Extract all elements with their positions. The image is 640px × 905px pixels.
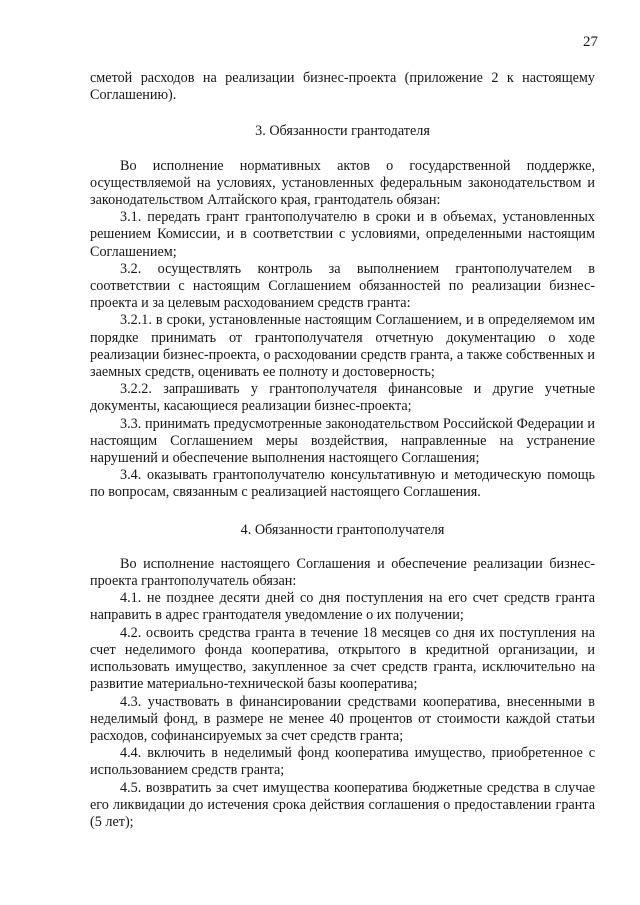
clause-3-4: 3.4. оказывать грантополучателю консультативную и методическую помощь по вопросам, связанным с реализацией настоящего Соглашения. [90, 467, 595, 501]
clause-3-2: 3.2. осуществлять контроль за выполнением грантополучателем в соответствии с настоящим Соглашением обязанностей по реализации бизнес-проекта и за целевым расходованием средств гранта: [90, 260, 595, 312]
clause-4-1: 4.1. не позднее десяти дней со дня поступления на его счет средств гранта направить в адрес грантодателя уведомление о их получении; [90, 590, 595, 624]
section-3-title: 3. Обязанности грантодателя [255, 123, 430, 140]
clause-3-2-1: 3.2.1. в сроки, установленные настоящим Соглашением, и в определяемом им порядке принимать от грантополучателя отчетную документацию о ходе реализации бизнес-проекта, о расходовании средств гранта, а также собственных и заемных средств, оценивать ее полноту и достоверность; [90, 312, 595, 381]
page-content [90, 70, 595, 831]
section-3-intro: Во исполнение нормативных актов о государственной поддержке, осуществляемой на условиях, установленных федеральным законодательством и законодательством Алтайского края, грантодатель обязан: [90, 157, 595, 209]
page-number: 27 [583, 34, 598, 50]
clause-4-3: 4.3. участвовать в финансировании средствами кооператива, внесенными в неделимый фонд, в размере не менее 40 процентов от стоимости каждой статьи расходов, софинансируемых за счет средств гранта; [90, 693, 595, 744]
clause-4-2: 4.2. освоить средства гранта в течение 18 месяцев со дня их поступления на счет неделимого фонда кооператива, открытого в кредитной организации, и использовать имущество, закупленное за счет средств гранта, исключительно на развитие материально-технической базы кооператива; [90, 624, 595, 693]
clause-3-1: 3.1. передать грант грантополучателю в сроки и в объемах, установленных решением Комиссии, и в соответствии с условиями, определенными настоящим Соглашением; [90, 209, 595, 260]
section-4-intro: Во исполнение настоящего Соглашения и обеспечение реализации бизнес-проекта грантополучатель обязан: [90, 555, 595, 590]
clause-3-2-2: 3.2.2. запрашивать у грантополучателя финансовые и другие учетные документы, касающиеся реализации бизнес-проекта; [90, 381, 595, 415]
clause-4-4: 4.4. включить в неделимый фонд кооператива имущество, приобретенное с использованием средств гранта; [90, 745, 595, 779]
clause-4-5: 4.5. возвратить за счет имущества кооператива бюджетные средства в случае его ликвидации до истечения срока действия соглашения о предоставлении гранта (5 лет); [90, 779, 595, 830]
clause-3-3: 3.3. принимать предусмотренные законодательством Российской Федерации и настоящим Соглашением меры воздействия, направленные на устранение нарушений и обеспечение выполнения настоящего Соглашения; [90, 415, 595, 467]
continuation-paragraph: сметой расходов на реализации бизнес-проекта (приложение 2 к настоящему Соглашению). [90, 70, 595, 104]
section-4-title: 4. Обязанности грантополучателя [240, 521, 445, 538]
